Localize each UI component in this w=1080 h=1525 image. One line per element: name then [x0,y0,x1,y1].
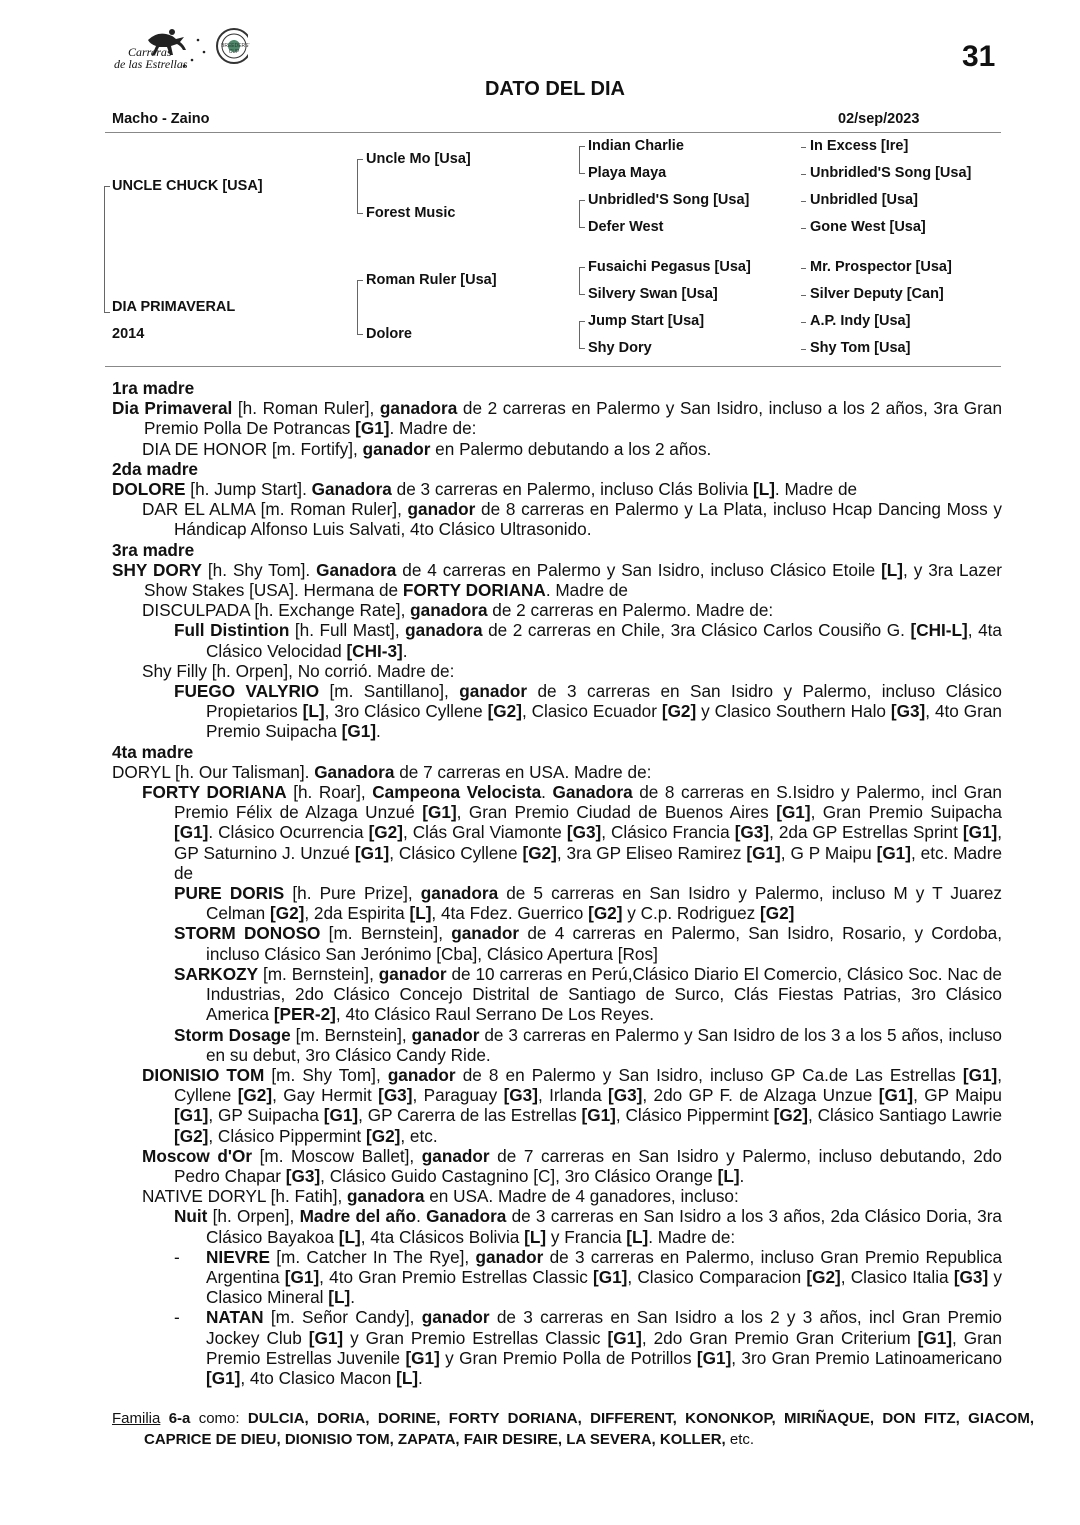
paragraph: Storm Dosage [m. Bernstein], ganador de 3 carreras en Palermo y San Isidro de los 3 a los 5 años, incluso en su debut, 3ro Clásico Candy Ride. [174,1024,1002,1065]
paragraph: SARKOZY [m. Bernstein], ganador de 10 carreras en Perú,Clásico Diario El Comercio, Clásico Soc. Nac de Industrias, 2do Clásico Concejo Distrital de Santiago de Surco, Clás Fiestas Patrias, 3ro Clásico America [PER-2], 4to Clásico Raul Serrano De Los Reyes. [174,963,1002,1025]
gen3-6: Silvery Swan [Usa] [588,286,718,302]
gen2-4: Dolore [366,326,412,342]
gen4-1: In Excess [Ire] [810,138,909,154]
sire-name: UNCLE CHUCK [USA] [112,178,263,194]
gen4-4: Gone West [Usa] [810,219,926,235]
gen4-3: Unbridled [Usa] [810,192,918,208]
divider-top [105,132,1001,133]
paragraph: FORTY DORIANA [h. Roar], Campeona Velocista. Ganadora de 8 carreras en S.Isidro y Palermo, incl Gran Premio Félix de Alzaga Unzué [G1], Gran Premio Ciudad de Buenos Aires [G1], Gran Premio Suipacha [G1]. Clásico Ocurrencia [G2], Clás Gral Viamonte [G3], Clásico Francia [G3], 2da GP Estrellas Sprint [G1], GP Saturnino J. Unzué [G1], Clásico Cyllene [G2], 3ra GP Eliseo Ramirez [G1], G P Maipu [G1], etc. Madre de [142,782,1003,883]
gen4-7: A.P. Indy [Usa] [810,313,911,329]
paragraph: FUEGO VALYRIO [m. Santillano], ganador de 3 carreras en San Isidro y Palermo, incluso Clásico Propietarios [L], 3ro Clásico Cyllene [G2], Clasico Ecuador [G2] y Clasico Southern Halo [G3], 4to Gran Premio Suipacha [G1]. [174,681,1002,742]
familia-footer: Familia 6-a como: DULCIA, DORIA, DORINE, FORTY DORIANA, DIFFERENT, KONONKOP, MIRIÑAQUE, DON FITZ, GIACOM, CAPRICE DE DIEU, DIONISIO TOM, ZAPATA, FAIR DESIRE, LA SEVERA, KOLLER, etc. [112,1410,1034,1448]
gen3-5: Fusaichi Pegasus [Usa] [588,259,751,275]
paragraph: DAR EL ALMA [m. Roman Ruler], ganador de 8 carreras en Palermo y La Plata, incluso Hcap Dancing Moss y Hándicap Alfonso Luis Salvati, 4to Clásico Ultrasonido. [142,499,1002,540]
paragraph: Moscow d'Or [m. Moscow Ballet], ganador de 7 carreras en San Isidro y Palermo, incluso debutando, 2do Pedro Chapar [G3], Clásico Guido Castagnino [C], 3ro Clásico Orange [L]. [142,1145,1002,1186]
divider-bottom [105,366,1001,367]
paragraph: Nuit [h. Orpen], Madre del año. Ganadora de 3 carreras en San Isidro a los 3 años, 2da Clásico Doria, 3ra Clásico Bayakoa [L], 4ta Clásicos Bolivia [L] y Francia [L]. Madre de: [174,1206,1002,1247]
seal-text: BREEDERS' CUP [221,43,250,55]
page-number: 31 [962,40,996,73]
gen3-2: Playa Maya [588,165,667,181]
list-dash: - [174,1307,180,1328]
paragraph: SHY DORY [h. Shy Tom]. Ganadora de 4 carreras en Palermo y San Isidro, incluso Clásico Etoile [L], y 3ra Lazer Show Stakes [USA]. Hermana de FORTY DORIANA. Madre de [112,559,1003,601]
carreras-logo [108,26,248,74]
dam-name: DIA PRIMAVERAL [112,299,236,315]
date: 02/sep/2023 [838,111,920,127]
gen4-2: Unbridled'S Song [Usa] [810,165,972,181]
gen4-6: Silver Deputy [Can] [810,286,944,302]
paragraph: PURE DORIS [h. Pure Prize], ganadora de 5 carreras en San Isidro y Palermo, incluso M y T Juarez Celman [G2], 2da Espirita [L], 4ta Fdez. Guerrico [G2] y C.p. Rodriguez [G2] [174,883,1002,924]
gen3-3: Unbridled'S Song [Usa] [588,192,750,208]
paragraph: STORM DONOSO [m. Bernstein], ganador de 4 carreras en Palermo, San Isidro, Rosario, y Cordoba, incluso Clásico San Jerónimo [Cba], Clásico Apertura [Ros] [174,923,1003,964]
paragraph: Shy Filly [h. Orpen], No corrió. Madre de: [142,660,455,681]
paragraph: NATIVE DORYL [h. Fatih], ganadora en USA. Madre de 4 ganadores, incluso: [142,1186,739,1207]
paragraph: DIA DE HONOR [m. Fortify], ganador en Palermo debutando a los 2 años. [142,438,712,459]
gen3-4: Defer West [588,219,664,235]
paragraph: DISCULPADA [h. Exchange Rate], ganadora de 2 carreras en Palermo. Madre de: [142,600,774,621]
paragraph: Full Distintion [h. Full Mast], ganadora de 2 carreras en Chile, 3ra Clásico Carlos Cousiño G. [CHI-L], 4ta Clásico Velocidad [CHI-3]. [174,620,1002,661]
page-title: DATO DEL DIA [484,78,625,100]
logo-line2: de las Estrellas [114,57,188,71]
heading-1ra-madre: 1ra madre [112,378,195,398]
heading-4ta-madre: 4ta madre [112,741,194,762]
paragraph: DIONISIO TOM [m. Shy Tom], ganador de 8 en Palermo y San Isidro, incluso GP Ca.de Las Estrellas [G1], Cyllene [G2], Gay Hermit [G3], Paraguay [G3], Irlanda [G3], 2do GP F. de Alzaga Unzue [G1], GP Maipu [G1], GP Suipacha [G1], GP Carerra de las Estrellas [G1], Clásico Pippermint [G2], Clásico Santiago Lawrie [G2], Clásico Pippermint [G2], etc. [142,1064,1003,1146]
family-notes [112,378,1002,1388]
paragraph: DORYL [h. Our Talisman]. Ganadora de 7 carreras en USA. Madre de: [112,761,652,782]
logo-line1: Carreras [128,45,172,59]
birth-year: 2014 [112,326,145,342]
gen3-8: Shy Dory [588,340,652,356]
list-dash: - [174,1246,180,1267]
gen4-5: Mr. Prospector [Usa] [810,259,952,275]
gen2-3: Roman Ruler [Usa] [366,272,497,288]
sex-color: Macho - Zaino [112,111,210,127]
gen4-8: Shy Tom [Usa] [810,340,911,356]
heading-2da-madre: 2da madre [112,458,198,479]
gen3-7: Jump Start [Usa] [588,313,705,329]
paragraph: - NIEVRE [m. Catcher In The Rye], ganador de 3 carreras en Palermo, incluso Gran Premio Republica Argentina [G1], 4to Gran Premio Estrellas Classic [G1], Clasico Comparacion [G2], Clasico Italia [G3] y Clasico Mineral [L]. [174,1246,1003,1308]
paragraph: Dia Primaveral [h. Roman Ruler], ganadora de 2 carreras en Palermo y San Isidro, incluso a los 2 años, 3ra Gran Premio Polla De Potrancas [G1]. Madre de: [112,398,1002,439]
gen2-2: Forest Music [366,205,456,221]
paragraph: DOLORE [h. Jump Start]. Ganadora de 3 carreras en Palermo, incluso Clás Bolivia [L]. Madre de [112,479,858,500]
heading-3ra-madre: 3ra madre [112,539,195,560]
gen3-1: Indian Charlie [588,138,684,154]
gen2-1: Uncle Mo [Usa] [366,151,471,167]
paragraph: - NATAN [m. Señor Candy], ganador de 3 carreras en San Isidro a los 2 y 3 años, incl Gran Premio Jockey Club [G1] y Gran Premio Estrellas Classic [G1], 2do Gran Premio Gran Criterium [G1], Gran Premio Estrellas Juvenile [G1] y Gran Premio Polla de Potrillos [G1], 3ro Gran Premio Latinoamericano [G1], 4to Clasico Macon [L]. [174,1307,1003,1388]
